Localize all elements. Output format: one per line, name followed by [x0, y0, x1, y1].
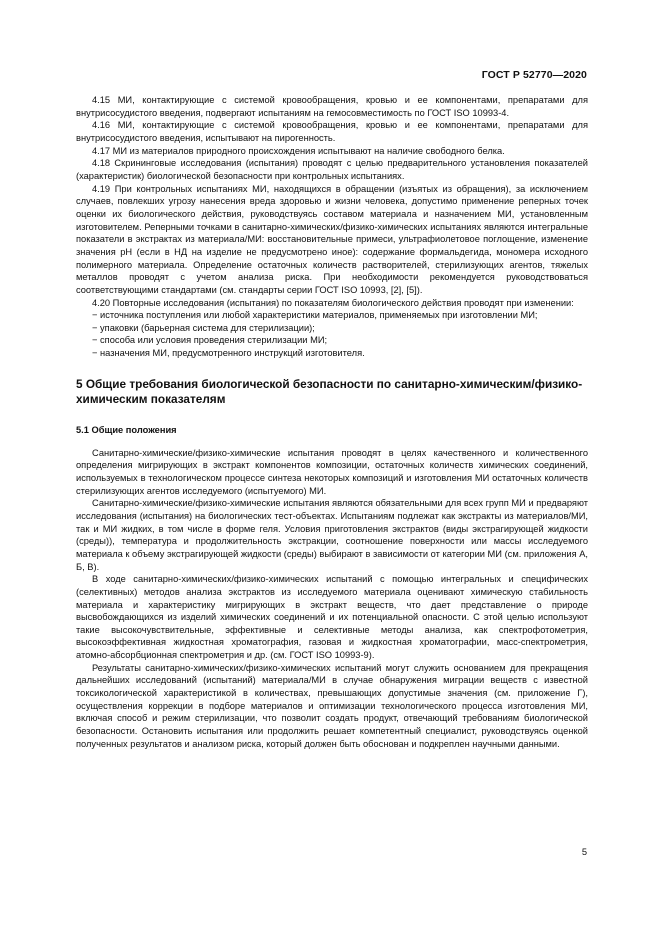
- clause-4-16: 4.16 МИ, контактирующие с системой кровообращения, кровью и ее компонентами, препаратами для внутрисосудистого введения, испытывают на пирогенность.: [76, 120, 588, 143]
- change-conditions-list: [76, 309, 588, 360]
- clause-4-15: 4.15 МИ, контактирующие с системой кровообращения, кровью и ее компонентами, препаратами для внутрисосудистого введения, подвергают испытаниям на гемосовместимость по ГОСТ ISO 10993-4.: [76, 95, 588, 118]
- section-5-heading: 5 Общие требования биологической безопасности по санитарно-химическим/физико-химическим показателям: [76, 376, 583, 407]
- list-item: − упаковки (барьерная система для стерилизации);: [92, 322, 315, 333]
- section-5-paragraph: Санитарно-химические/физико-химические испытания проводят в целях качественного и количественного определения мигрирующих в экстракт компонентов композиции, остаточных количеств химических соединений, используемых в технологическом процессе синтеза некоторых композиций и изготовления МИ остаточных количеств стерилизующих агентов исследуемого (испытуемого) МИ.: [76, 447, 588, 496]
- subsection-5-1-heading: 5.1 Общие положения: [76, 424, 177, 435]
- list-item: − назначения МИ, предусмотренного инструкций изготовителя.: [92, 348, 365, 359]
- list-item: − источника поступления или любой характеристики материалов, применяемых при изготовлении МИ;: [92, 310, 538, 321]
- list-item: − способа или условия проведения стерилизации МИ;: [92, 335, 328, 346]
- clause-4-20: 4.20 Повторные исследования (испытания) по показателям биологического действия проводят при изменении:: [92, 297, 574, 308]
- standard-code-header: ГОСТ Р 52770—2020: [481, 69, 587, 81]
- section-5-paragraph: В ходе санитарно-химических/физико-химических испытаний с помощью интегральных и специфических (селективных) методов анализа экстрактов из исследуемого материала оценивают химическую стабильность материала и характеристику мигрирующих в экстракт веществ, что дает представление о природе высвобождающихся из изделий химических соединений и их потенциальной опасности. С этой целью используют такие высокочувствительные, эффективные и селективные методы анализа, как спектрофотометрия, высокоэффективная жидкостная хроматография, газовая и жидкостная хроматографии, масс-спектрометрия, атомно-абсорбционная спектрометрия и др. (см. ГОСТ ISO 10993-9).: [76, 574, 588, 661]
- clause-4-17: 4.17 МИ из материалов природного происхождения испытывают на наличие свободного белка.: [92, 145, 505, 156]
- document-body: [76, 94, 588, 750]
- clause-4-19: 4.19 При контрольных испытаниях МИ, находящихся в обращении (изъятых из обращения), за исключением случаев, повлекших угрозу нанесения вреда здоровью и жизни человека, допустимо применение реперных точек оценки их биологического действия, руководствуясь составом материала и назначением МИ, установленным изготовителем. Реперными точками в санитарно-химических/физико-химических испытаниях являются интегральные показатели в экстрактах из материала/МИ: восстановительные примеси, ультрафиолетовое поглощение, изменение значения рН (если в НД на изделие не предусмотрено иное): содержание формальдегида, мономера исходного полимерного материала. Определение остаточных количеств растворителей, стерилизующих агентов, тяжелых металлов проводят с учетом анализа риска. При необходимости рекомендуется руководствоваться соответствующими стандартами (см. стандарты серии ГОСТ ISO 10993, [2], [5]).: [76, 183, 588, 295]
- clause-4-18: 4.18 Скрининговые исследования (испытания) проводят с целью предварительного установления показателей (характеристик) биологической безопасности при контрольных испытаниях.: [76, 158, 588, 181]
- section-5-paragraph: Результаты санитарно-химических/физико-химических испытаний могут служить основанием для прекращения дальнейших исследований (испытаний) материала/МИ в случае обнаружения миграции веществ с известной токсикологической характеристикой в количествах, превышающих допустимые значения (см. приложение Г), осуществления коррекции в подборе материалов и оптимизации технологического процесса изготовления МИ, включая способ и режим стерилизации, что позволит создать продукт, отвечающий требованиям биологической безопасности. Остановить испытания или продолжить решает компетентный специалист, руководствуясь оценкой полученных результатов и анализом риска, который должен быть обоснован и подкреплен научными данными.: [76, 662, 588, 749]
- section-5-paragraph: Санитарно-химические/физико-химические испытания являются обязательными для всех групп МИ и предваряют исследования (испытания) на биологических тест-объектах. Испытаниям подлежат как экстракты из материалов/МИ, так и МИ жидких, в том числе в форме геля. Условия приготовления экстрактов (виды экстрагирующей жидкости (среды)), температура и продолжительность экстракции, соотношение поверхности или массы исследуемого материала к объему экстрагирующей жидкости (среды) выбирают в зависимости от категории МИ (см. приложения А, Б, В).: [76, 498, 588, 572]
- page-number: 5: [581, 847, 587, 857]
